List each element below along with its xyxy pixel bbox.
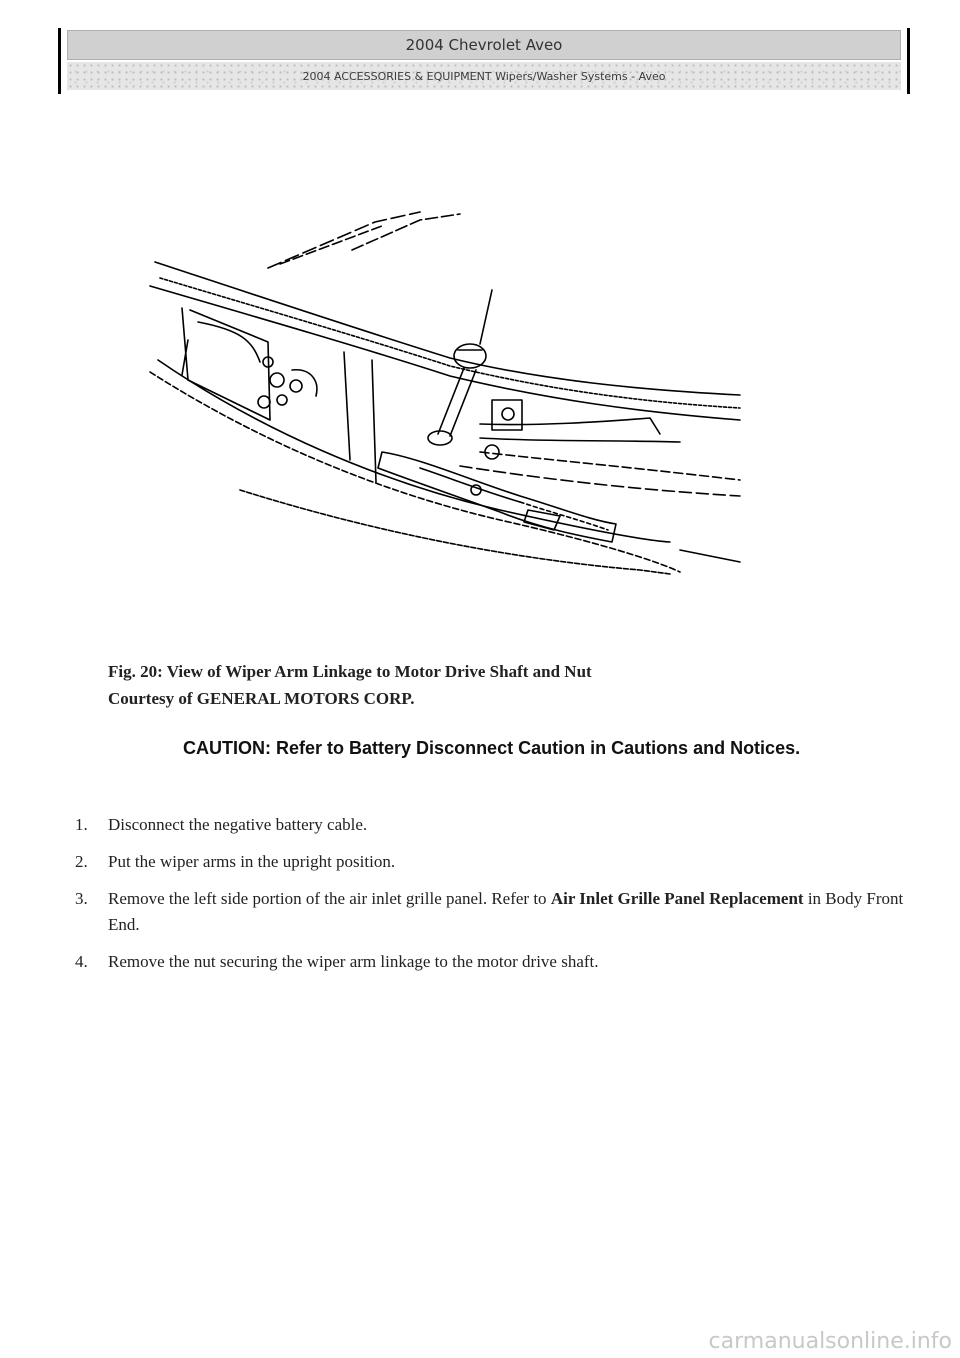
step-number: 2.	[75, 852, 88, 871]
figure-caption-credit: Courtesy of GENERAL MOTORS CORP.	[108, 689, 415, 708]
wiper-linkage-illustration	[120, 190, 760, 590]
step-text: Put the wiper arms in the upright position.	[108, 852, 396, 871]
document-header	[58, 28, 910, 94]
list-item	[75, 849, 915, 875]
step-text-group	[108, 886, 915, 938]
caution-notice	[183, 735, 883, 761]
list-item	[75, 886, 915, 938]
document-title: 2004 Chevrolet Aveo	[67, 30, 901, 60]
document-subtitle: 2004 ACCESSORIES & EQUIPMENT Wipers/Washer Systems - Aveo	[67, 62, 901, 90]
figure-caption-title: Fig. 20: View of Wiper Arm Linkage to Motor Drive Shaft and Nut	[108, 662, 592, 681]
step-number: 4.	[75, 952, 88, 971]
figure-caption	[108, 658, 592, 712]
site-watermark: carmanualsonline.info	[708, 1329, 952, 1354]
caution-label: CAUTION:	[183, 738, 271, 758]
step-text: Disconnect the negative battery cable.	[108, 815, 368, 834]
step-number: 3.	[75, 889, 88, 908]
step-text: Remove the left side portion of the air inlet grille panel. Refer to	[108, 889, 551, 908]
step-text: Remove the nut securing the wiper arm linkage to the motor drive shaft.	[108, 952, 599, 971]
procedure-steps	[75, 812, 915, 986]
cross-reference-link[interactable]: Air Inlet Grille Panel Replacement	[550, 889, 804, 908]
list-item	[75, 812, 915, 838]
step-number: 1.	[75, 815, 88, 834]
step-text-after: in Body Front End.	[108, 889, 904, 934]
caution-text: Refer to Battery Disconnect Caution in Cautions and Notices.	[276, 738, 801, 758]
list-item	[75, 949, 915, 975]
